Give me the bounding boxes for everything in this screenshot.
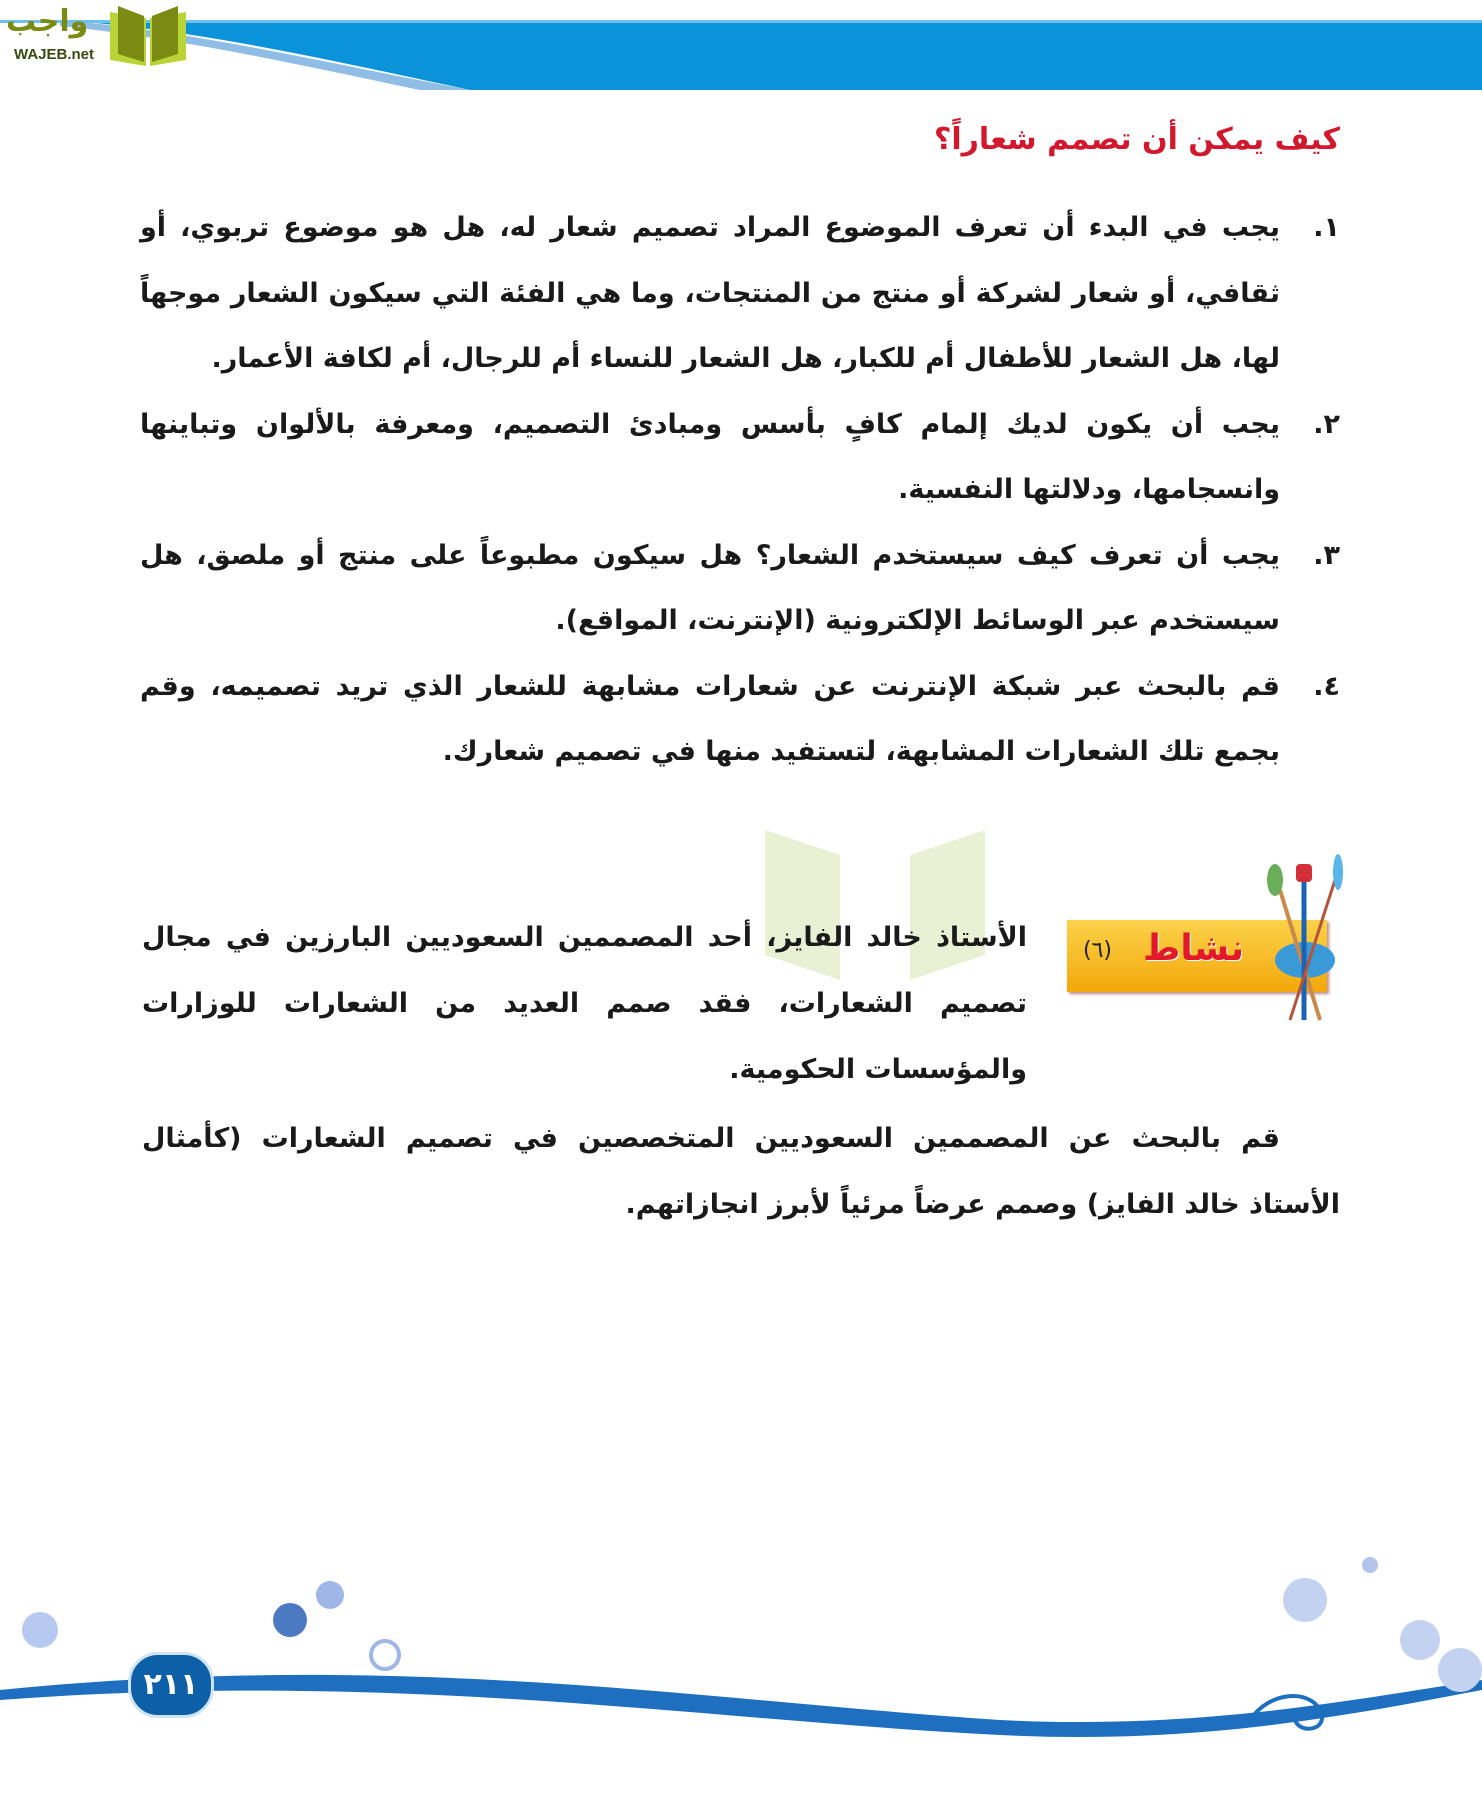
- page-number: ٢١١: [128, 1652, 214, 1718]
- step-number: ٢.: [1313, 408, 1340, 440]
- activity-label: نشاط: [1143, 928, 1245, 969]
- section-title: كيف يمكن أن تصمم شعاراً؟: [933, 122, 1340, 157]
- steps-list: [140, 195, 1340, 785]
- logo-english-text: WAJEB.net: [14, 46, 95, 63]
- step-text: قم بالبحث عبر شبكة الإنترنت عن شعارات مشابهة للشعار الذي تريد تصميمه، وقم بجمع تلك الشعارات المشابهة، لتستفيد منها في تصميم شعارك.: [140, 670, 1280, 767]
- activity-badge: [1065, 850, 1345, 1030]
- step-number: ٣.: [1313, 539, 1340, 571]
- step-number: ٤.: [1313, 670, 1340, 702]
- list-item: [140, 392, 1340, 523]
- task-text: قم بالبحث عن المصممين السعوديين المتخصصين في تصميم الشعارات (كأمثال الأستاذ خالد الفايز) وصمم عرضاً مرئياً لأبرز انجازاتهم.: [142, 1123, 1340, 1220]
- book-icon: [108, 4, 188, 66]
- activity-number: (٦): [1083, 938, 1113, 963]
- step-number: ١.: [1313, 212, 1340, 243]
- list-item: [140, 523, 1340, 654]
- step-text: يجب في البدء أن تعرف الموضوع المراد تصميم شعار له، هل هو موضوع تربوي، أو ثقافي، أو شعار لشركة أو منتج من المنتجات، وما هي الفئة التي سيكون الشعار موجهاً لها، هل الشعار للأطفال أم للكبار، هل الشعار للنساء أم للرجال، أم لكافة الأعمار.: [140, 212, 1280, 374]
- logo-arabic-text: واجب: [6, 4, 89, 39]
- list-item: [140, 654, 1340, 785]
- activity-text: الأستاذ خالد الفايز، أحد المصممين السعوديين البارزين في مجال تصميم الشعارات، فقد صمم العديد من الشعارات للوزارات والمؤسسات الحكومية.: [142, 922, 1027, 1085]
- step-text: يجب أن يكون لديك إلمام كافٍ بأسس ومبادئ التصميم، ومعرفة بالألوان وتباينها وانسجامها، ودلالتها النفسية.: [140, 408, 1280, 505]
- footer-decoration: [0, 1530, 1482, 1800]
- list-item: [140, 195, 1340, 392]
- wajeb-logo: [6, 4, 191, 66]
- paintbrush-palette-icon: [1260, 850, 1350, 1030]
- header-banner: [0, 20, 1482, 90]
- step-text: يجب أن تعرف كيف سيستخدم الشعار؟ هل سيكون مطبوعاً على منتج أو ملصق، هل سيستخدم عبر الوسائط الإلكترونية (الإنترنت، المواقع).: [140, 539, 1280, 636]
